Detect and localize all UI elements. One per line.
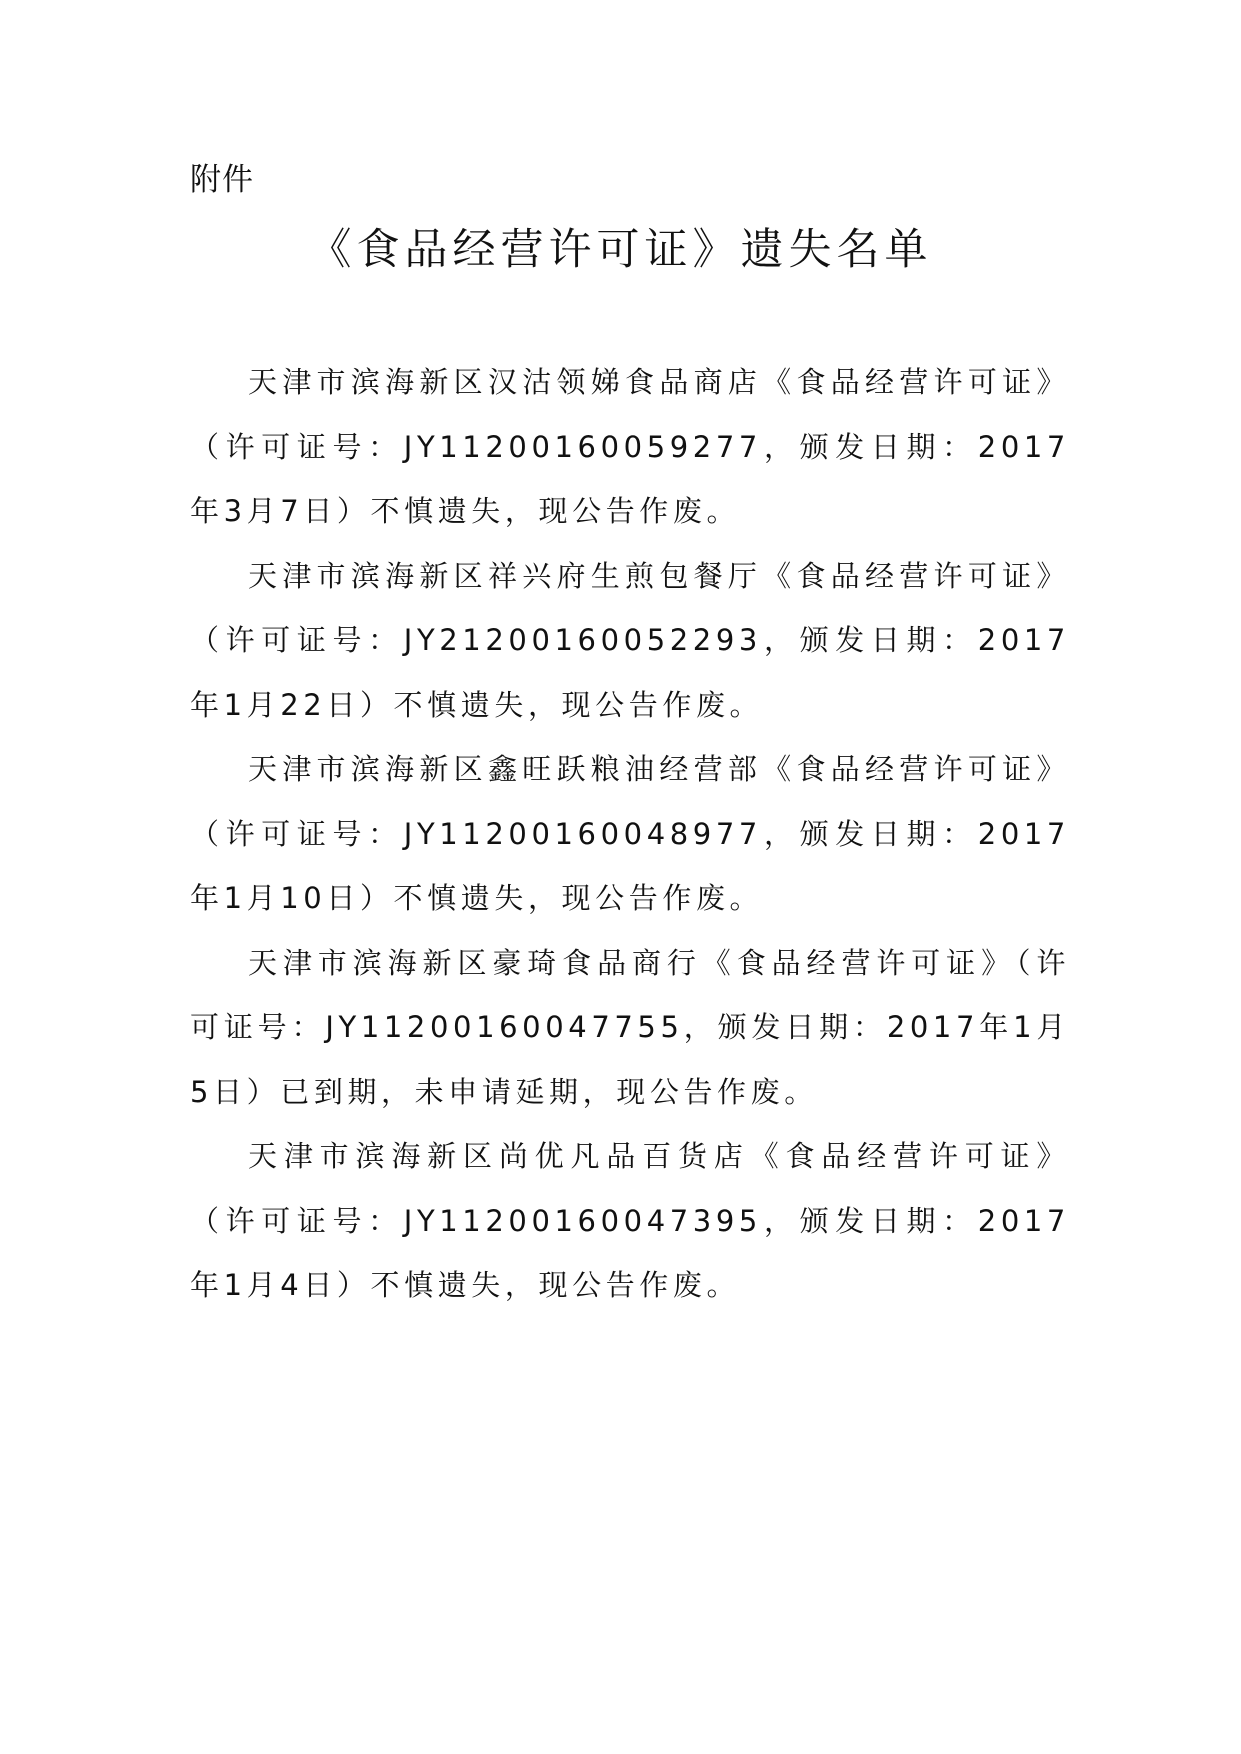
lost-license-entry: 天津市滨海新区豪琦食品商行《食品经营许可证》（许可证号：JY11200160047755，颁发日期：2017年1月5日）已到期，未申请延期，现公告作废。 (190, 945, 1070, 1109)
lost-license-entry: 天津市滨海新区汉沽领娣食品商店《食品经营许可证》（许可证号：JY11200160059277，颁发日期：2017年3月7日）不慎遗失，现公告作废。 (190, 365, 1070, 528)
document-title: 《食品经营许可证》遗失名单 (308, 225, 933, 275)
lost-license-entry: 天津市滨海新区鑫旺跃粮油经营部《食品经营许可证》（许可证号：JY11200160048977，颁发日期：2017年1月10日）不慎遗失，现公告作废。 (190, 752, 1070, 915)
lost-license-entry: 天津市滨海新区祥兴府生煎包餐厅《食品经营许可证》（许可证号：JY21200160052293，颁发日期：2017年1月22日）不慎遗失，现公告作废。 (190, 558, 1070, 722)
lost-license-list (190, 350, 1070, 1318)
attachment-label: 附件 (190, 162, 254, 198)
lost-license-entry: 天津市滨海新区尚优凡品百货店《食品经营许可证》（许可证号：JY11200160047395，颁发日期：2017年1月4日）不慎遗失，现公告作废。 (190, 1139, 1070, 1302)
